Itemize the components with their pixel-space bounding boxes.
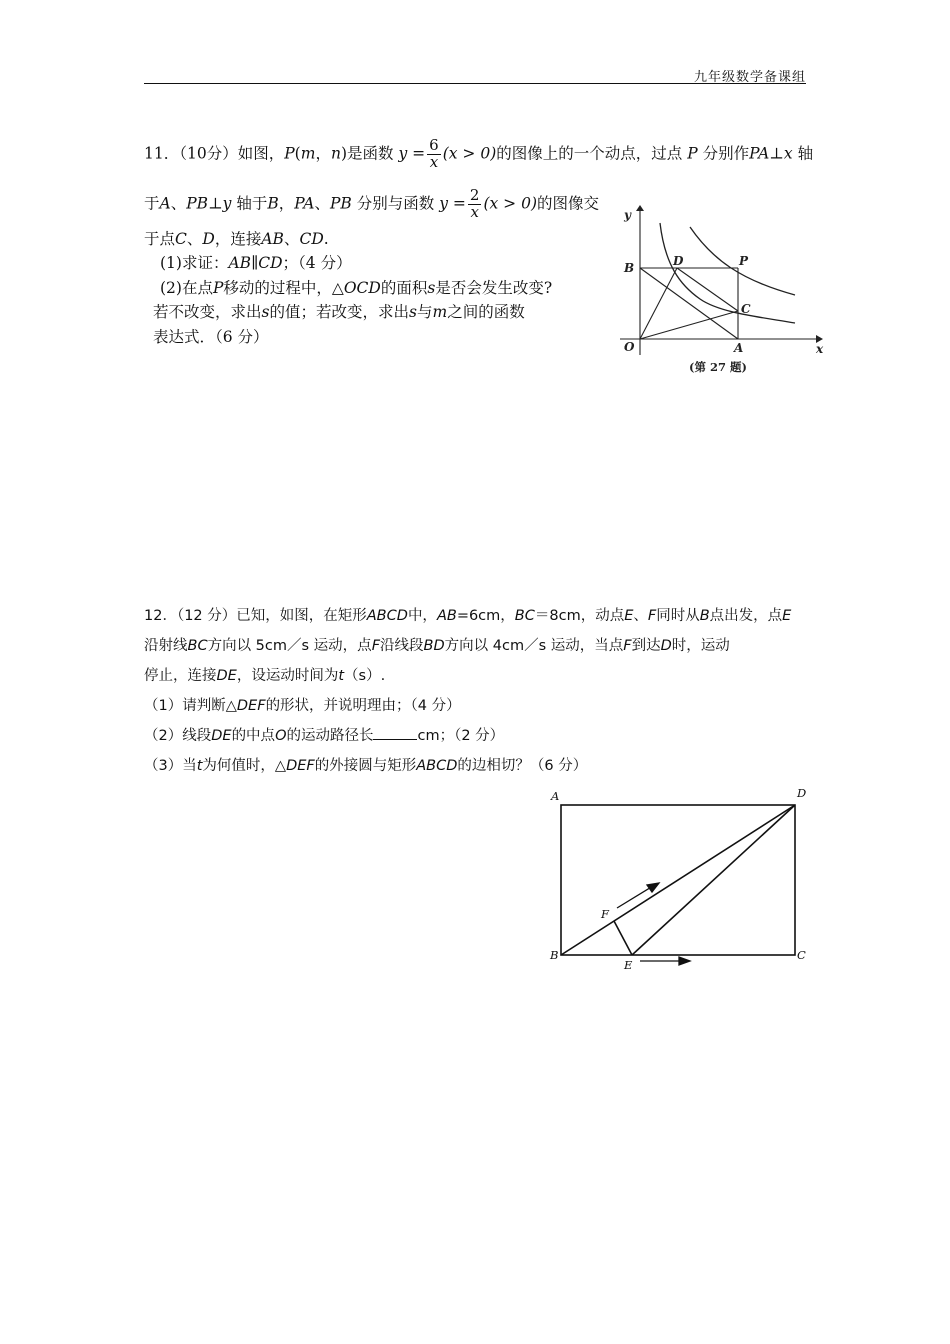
fig-label-D: D [797, 786, 807, 800]
q12-line-1: 12．（12 分）已知，如图，在矩形ABCD中，AB=6cm，BC＝8cm，动点E、F同时从B点出发，点E [144, 608, 792, 624]
header-rule [144, 83, 806, 84]
fig-label-B: B [624, 261, 635, 275]
fig-label-C: C [741, 302, 751, 316]
q11-line-2: 于A、PB⊥y 轴于B，PA、PB 分别与函数 y = $\frac{2}{x}$ (x > 0)的图像交 [144, 186, 600, 221]
fig-label-B: B [550, 948, 559, 962]
fig-label-O: O [624, 340, 635, 354]
q11-number: 11． [144, 144, 180, 163]
segment-CD [677, 268, 738, 311]
q11-figure [610, 205, 835, 377]
q12-score: （12 分） [176, 608, 237, 624]
fig-label-A: A [734, 341, 744, 355]
segment-OD [640, 268, 677, 339]
fraction-2-over-x: $\frac{2}{x}$ [469, 186, 480, 221]
fig-label-C: C [797, 948, 806, 962]
q12-line-3: 停止，连接DE，设运动时间为t（s）. [144, 668, 386, 684]
curve-y-2-over-x [660, 223, 795, 323]
motion-arrow-F [617, 886, 653, 908]
answer-blank [373, 725, 417, 740]
segment-DE [632, 805, 795, 955]
y-axis-arrow-icon [636, 205, 644, 211]
q11-line-3: 于点C、D，连接AB、CD. [144, 230, 329, 248]
q11-part-1: (1)求证：AB∥CD；（4 分） [160, 254, 352, 272]
segment-AB [640, 268, 738, 339]
q12-figure [540, 780, 820, 980]
segment-OC [640, 311, 738, 339]
fig-label-P: P [739, 254, 749, 268]
fig-label-F: F [601, 907, 609, 921]
fig-caption: (第 27 题) [689, 360, 747, 374]
fig-label-y: y [624, 208, 631, 222]
fig-label-x: x [816, 342, 824, 356]
q11-score: （10分） [179, 144, 238, 163]
q12-part-2: （2）线段DE的中点O的运动路径长 cm；（2 分） [144, 724, 504, 745]
q11-part-2-cont: 若不改变，求出s的值；若改变，求出s与m之间的函数 [153, 303, 525, 321]
q12-number: 12． [144, 608, 177, 624]
q12-line-2: 沿射线BC方向以 5cm／s 运动，点F沿线段BD方向以 4cm／s 运动，当点F到达D时，运动 [144, 638, 730, 654]
q12-part-3: （3）当t为何值时，△DEF的外接圆与矩形ABCD的边相切？（6 分） [144, 758, 588, 774]
fraction-6-over-x: $\frac{6}{x}$ [429, 136, 439, 171]
q11-part-2: (2)在点P移动的过程中，△OCD的面积s是否会发生改变? [160, 279, 553, 297]
segment-EF [614, 921, 632, 955]
q11-line-1: 11．（10分）如图，P(m，n)是函数 y = $\frac{6}{x}$ (x > 0)的图像上的一个动点，过点 P 分别作PA⊥x 轴 [144, 136, 814, 171]
page-header-title: 九年级数学备课组 [693, 70, 806, 85]
q11-part-2-end: 表达式．（6 分） [153, 328, 269, 346]
q12-part-1: （1）请判断△DEF的形状，并说明理由；（4 分） [144, 698, 461, 714]
fig-label-D: D [673, 254, 684, 268]
fig-label-A: A [551, 789, 560, 803]
fig-label-E: E [624, 958, 633, 972]
arrow-E-icon [679, 957, 690, 965]
diagonal-BD [561, 805, 795, 955]
arrow-F-icon [647, 883, 659, 892]
